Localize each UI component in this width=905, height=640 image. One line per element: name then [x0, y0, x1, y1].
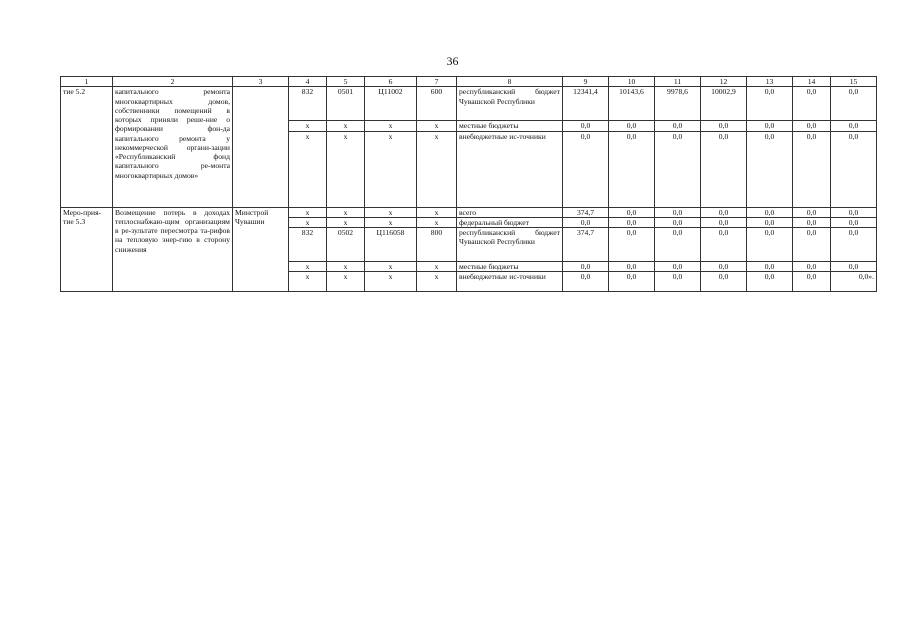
table-cell: 0,0	[747, 131, 793, 207]
table-cell: республиканский бюджет Чувашской Республики	[457, 228, 563, 262]
table-cell: 0,0	[747, 272, 793, 292]
table-cell: x	[289, 217, 327, 227]
table-cell: местные бюджеты	[457, 121, 563, 131]
table-cell: местные бюджеты	[457, 262, 563, 272]
table-cell: 0,0	[701, 217, 747, 227]
table-cell: 0,0	[563, 272, 609, 292]
table-cell: x	[289, 262, 327, 272]
table-cell: x	[289, 272, 327, 292]
table-cell: 0,0	[831, 131, 877, 207]
column-header: 8	[457, 77, 563, 87]
table-cell: 0,0	[655, 262, 701, 272]
table-cell: 0,0	[701, 272, 747, 292]
table-cell: 0,0	[747, 217, 793, 227]
table-cell: 0,0	[831, 262, 877, 272]
column-header: 11	[655, 77, 701, 87]
column-header: 3	[233, 77, 289, 87]
table-cell: 0,0	[747, 262, 793, 272]
column-header: 1	[61, 77, 113, 87]
table-cell: 0,0	[609, 272, 655, 292]
table-cell: 0,0	[609, 262, 655, 272]
table-cell: 0,0	[831, 228, 877, 262]
activity-description: капитального ремонта многоквартирных домов, собственники помещений в которых приняли реше-ние о формировании фон-да капитального ремонта у некоммерческой органи-зации «Республиканский фонд капитального ре-монта многоквартирных домов»	[113, 87, 233, 207]
table-cell: 0,0».	[831, 272, 877, 292]
table-cell: 0,0	[563, 217, 609, 227]
table-cell: 0,0	[793, 262, 831, 272]
table-cell: республиканский бюджет Чувашской Республики	[457, 87, 563, 121]
table-cell: 0,0	[701, 131, 747, 207]
table-cell: 0,0	[793, 131, 831, 207]
column-header: 5	[327, 77, 365, 87]
activity-description: Возмещение потерь в доходах теплоснабжаю-щим организациям в ре-зультате пересмотра та-рифов на тепловую энер-гию в сторону снижения	[113, 207, 233, 292]
table-cell: 374,7	[563, 228, 609, 262]
table-cell: 0,0	[655, 131, 701, 207]
column-header: 12	[701, 77, 747, 87]
table-cell: x	[417, 272, 457, 292]
responsible-executor	[233, 87, 289, 207]
table-cell: 0,0	[563, 262, 609, 272]
table-cell: 0,0	[655, 228, 701, 262]
table-cell: 0,0	[563, 131, 609, 207]
table-cell: 0,0	[831, 217, 877, 227]
column-header: 14	[793, 77, 831, 87]
table-cell: 0,0	[793, 207, 831, 217]
table-cell: x	[365, 262, 417, 272]
table-cell: 0,0	[793, 272, 831, 292]
column-header: 10	[609, 77, 655, 87]
table-cell: 0,0	[609, 121, 655, 131]
table-cell: 0,0	[701, 228, 747, 262]
page-number: 36	[446, 54, 459, 68]
table-cell: 0,0	[747, 87, 793, 121]
table-cell: 832	[289, 228, 327, 262]
table-cell: 0,0	[655, 207, 701, 217]
table-cell: x	[327, 262, 365, 272]
table-row	[61, 87, 877, 121]
activity-number: Меро-прия-тие 5.3	[61, 207, 113, 292]
column-header: 7	[417, 77, 457, 87]
table-cell: 0,0	[655, 217, 701, 227]
column-number-row	[61, 77, 877, 87]
table-cell: 0,0	[831, 207, 877, 217]
table-cell: 0,0	[701, 262, 747, 272]
table-cell: 0,0	[609, 217, 655, 227]
column-header: 15	[831, 77, 877, 87]
table-cell: x	[289, 131, 327, 207]
table-cell: x	[289, 121, 327, 131]
table-cell: 832	[289, 87, 327, 121]
column-header: 2	[113, 77, 233, 87]
table-cell: x	[417, 262, 457, 272]
table-cell: 0,0	[793, 228, 831, 262]
table-cell: 9978,6	[655, 87, 701, 121]
table-cell: 0,0	[747, 207, 793, 217]
column-header: 6	[365, 77, 417, 87]
table-cell: x	[365, 217, 417, 227]
table-cell: внебюджетные ис-точники	[457, 272, 563, 292]
table-cell: 0,0	[609, 207, 655, 217]
responsible-executor: Минстрой Чувашии	[233, 207, 289, 292]
table-cell: x	[417, 121, 457, 131]
table-cell: x	[417, 131, 457, 207]
column-header: 4	[289, 77, 327, 87]
table-cell: 0,0	[747, 121, 793, 131]
table-cell: 0502	[327, 228, 365, 262]
table-cell: 0,0	[563, 121, 609, 131]
table-cell: 0,0	[831, 121, 877, 131]
table-cell: федеральный бюджет	[457, 217, 563, 227]
table-cell: Ц11002	[365, 87, 417, 121]
table-cell: 12341,4	[563, 87, 609, 121]
table-cell: x	[327, 131, 365, 207]
table-cell: x	[327, 217, 365, 227]
table-cell: 0,0	[609, 131, 655, 207]
table-cell: x	[365, 272, 417, 292]
table-cell: 0,0	[793, 217, 831, 227]
table-cell: x	[365, 121, 417, 131]
table-cell: 0,0	[793, 121, 831, 131]
table-cell: 374,7	[563, 207, 609, 217]
table-cell: x	[289, 207, 327, 217]
table-cell: 10143,6	[609, 87, 655, 121]
table-cell: x	[327, 121, 365, 131]
budget-table	[60, 76, 877, 292]
table-row	[61, 207, 877, 217]
table-cell: 0,0	[655, 121, 701, 131]
activity-number: тие 5.2	[61, 87, 113, 207]
table-cell: x	[365, 131, 417, 207]
table-cell: x	[365, 207, 417, 217]
table-cell: x	[417, 207, 457, 217]
table-cell: x	[327, 207, 365, 217]
table-cell: 0,0	[793, 87, 831, 121]
table-cell: x	[327, 272, 365, 292]
table-cell: 800	[417, 228, 457, 262]
table-cell: 10002,9	[701, 87, 747, 121]
table-cell: 0,0	[655, 272, 701, 292]
column-header: 9	[563, 77, 609, 87]
table-cell: 0,0	[701, 207, 747, 217]
table-cell: всего	[457, 207, 563, 217]
table-cell: 0501	[327, 87, 365, 121]
table-cell: 0,0	[609, 228, 655, 262]
table-cell: внебюджетные ис-точники	[457, 131, 563, 207]
table-cell: 0,0	[747, 228, 793, 262]
table-cell: Ц116058	[365, 228, 417, 262]
column-header: 13	[747, 77, 793, 87]
table-cell: 0,0	[831, 87, 877, 121]
table-cell: 0,0	[701, 121, 747, 131]
table-cell: 600	[417, 87, 457, 121]
table-cell: x	[417, 217, 457, 227]
